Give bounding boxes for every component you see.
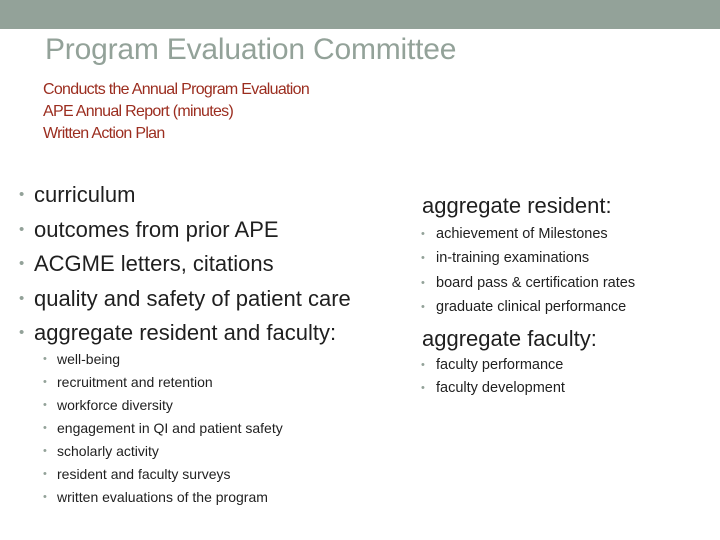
left-sub-bullet-list [43,348,283,509]
bullet-item: • ACGME letters, citations [19,247,351,282]
sub-bullet-item: • scholarly activity [43,440,283,463]
sub-bullet-item: • written evaluations of the program [43,486,283,509]
sub-bullet-item: • workforce diversity [43,394,283,417]
bullet-item: • outcomes from prior APE [19,213,351,248]
resident-bullet-item: • achievement of Milestones [421,222,635,246]
bullet-item: • aggregate resident and faculty: [19,316,351,351]
top-accent-bar [0,0,720,29]
faculty-heading: aggregate faculty: [422,326,597,351]
bullet-item: • quality and safety of patient care [19,282,351,317]
resident-bullet-item: • in-training examinations [421,246,635,270]
subtitle-line: Written Action Plan [43,125,165,142]
resident-bullet-item: • board pass & certification rates [421,271,635,295]
faculty-bullet-item: • faculty performance [421,354,565,377]
subtitle-line: APE Annual Report (minutes) [43,103,234,120]
faculty-bullet-list [421,354,565,400]
sub-bullet-item: • engagement in QI and patient safety [43,417,283,440]
sub-bullet-item: • well-being [43,348,283,371]
resident-heading: aggregate resident: [422,193,612,218]
sub-bullet-item: • resident and faculty surveys [43,463,283,486]
slide-subtitle [43,79,309,145]
faculty-bullet-item: • faculty development [421,377,565,400]
resident-bullet-item: • graduate clinical performance [421,295,635,319]
sub-bullet-item: • recruitment and retention [43,371,283,394]
slide-title: Program Evaluation Committee [45,33,457,66]
left-bullet-list [19,178,351,351]
bullet-item: • curriculum [19,178,351,213]
resident-bullet-list [421,222,635,319]
subtitle-line: Conducts the Annual Program Evaluation [43,81,310,98]
